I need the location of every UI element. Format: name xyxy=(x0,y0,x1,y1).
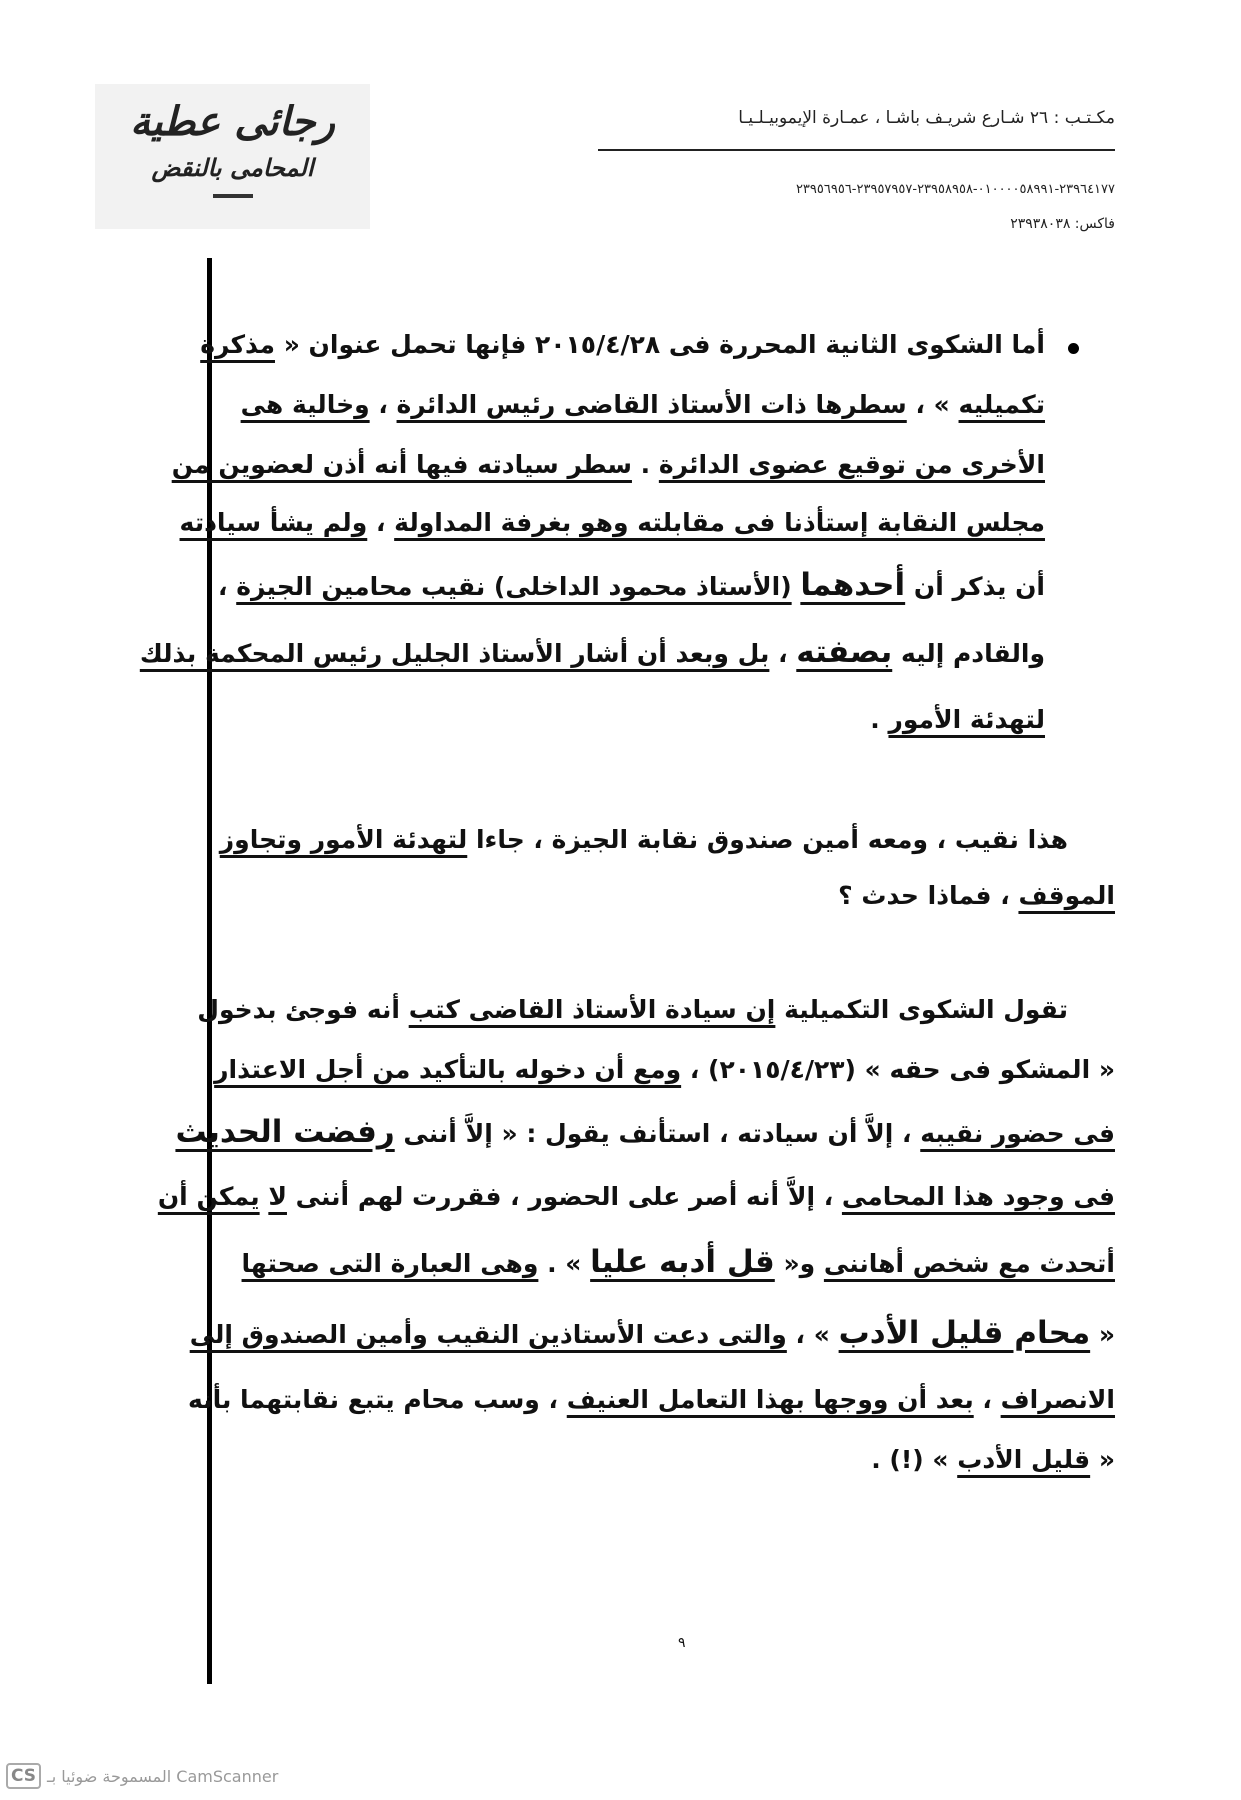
paragraph-1-line xyxy=(218,565,1045,605)
underlined-text: محام قليل الأدب xyxy=(838,1315,1091,1351)
underlined-text: رفضت الحديث xyxy=(175,1114,395,1150)
underlined-text: بل وبعد أن أشار الأستاذ الجليل رئيس المحكمة بذلك xyxy=(139,639,770,668)
paragraph-3-line xyxy=(214,1050,1115,1090)
paragraph-2-line xyxy=(219,820,1068,860)
paragraph-1-line xyxy=(240,385,1045,425)
underlined-text: بصفته xyxy=(796,634,893,670)
text-segment: . xyxy=(870,705,889,734)
logo-title: المحامى بالنقض xyxy=(151,153,314,182)
text-segment: ، وسب محام يتبع نقابتهما بأنه xyxy=(188,1385,567,1414)
text-segment: » ، xyxy=(906,390,959,419)
text-segment: أن يذكر أن xyxy=(905,572,1045,601)
underlined-text: (الأستاذ محمود الداخلى) نقيب محامين الجيزة xyxy=(236,572,792,601)
text-segment: » (!) . xyxy=(871,1445,958,1474)
text-segment: تقول الشكوى التكميلية xyxy=(775,995,1068,1024)
text-segment: « المشكو فى حقه » (٢٠١٥/٤/٢٣) ، xyxy=(681,1055,1115,1084)
paragraph-3-line xyxy=(248,1440,1115,1480)
underlined-text: تكميليه xyxy=(958,390,1045,419)
paragraph-3-line xyxy=(157,1177,1115,1217)
paragraph-3-line xyxy=(189,1313,1115,1353)
text-segment: « xyxy=(1090,1445,1115,1474)
text-segment: » ، xyxy=(786,1320,839,1349)
underlined-text: الانصراف xyxy=(1000,1385,1115,1414)
text-segment: « xyxy=(1090,1320,1115,1349)
underlined-text: مجلس النقابة إستأذنا فى مقابلته وهو بغرفة المداولة xyxy=(394,508,1045,537)
text-segment: ، فماذا حدث ؟ xyxy=(838,881,1019,910)
paragraph-1-line xyxy=(179,503,1045,543)
camscanner-logo-icon: CS xyxy=(6,1763,41,1789)
page-number: ٩ xyxy=(678,1635,686,1651)
header-rule xyxy=(598,149,1115,151)
office-address: مكـتـب : ٢٦ شـارع شريـف باشـا ، عمـارة الإيموبيـلـيـا xyxy=(738,108,1115,128)
text-segment: ، xyxy=(369,390,397,419)
text-segment: ، xyxy=(769,639,797,668)
text-segment: والقادم إليه xyxy=(892,639,1045,668)
camscanner-text: المسموحة ضوئيا بـ CamScanner xyxy=(47,1766,279,1786)
bullet-icon xyxy=(1068,343,1079,354)
underlined-text: لتهدئة الأمور وتجاوز xyxy=(219,825,468,854)
text-segment: » . xyxy=(538,1249,591,1278)
underlined-text: ولم يشأ سيادته xyxy=(179,508,368,537)
fax-number: فاكس: ٢٣٩٣٨٠٣٨ xyxy=(1010,216,1115,232)
underlined-text: سطر سيادته فيها أنه أذن لعضوين من xyxy=(171,450,632,479)
underlined-text: لا xyxy=(268,1182,287,1211)
text-segment: ، xyxy=(218,572,237,601)
underlined-text: وهى العبارة التى صحتها xyxy=(241,1249,539,1278)
lawyer-logo xyxy=(95,84,370,229)
paragraph-3-line xyxy=(241,1242,1115,1282)
text-segment: ، xyxy=(973,1385,1001,1414)
underlined-text: أحدهما xyxy=(800,567,906,603)
underlined-text: أتحدث مع شخص أهاننى xyxy=(823,1249,1115,1278)
paragraph-1-line xyxy=(200,325,1045,365)
paragraph-3-line xyxy=(197,990,1068,1030)
text-segment: ، xyxy=(367,508,395,537)
underlined-text: مذكرة xyxy=(200,330,275,359)
logo-name: رجائى عطية xyxy=(130,98,335,145)
text-segment: هذا نقيب ، ومعه أمين صندوق نقابة الجيزة ، جاءا xyxy=(467,825,1068,854)
paragraph-3-line xyxy=(188,1380,1115,1420)
underlined-text: والتى دعت الأستاذين النقيب وأمين الصندوق إلى xyxy=(189,1320,787,1349)
underlined-text: فى حضور نقيبه xyxy=(920,1119,1115,1148)
paragraph-1-line xyxy=(248,700,1045,740)
text-segment: أما الشكوى الثانية المحررة فى ٢٠١٥/٤/٢٨ فإنها تحمل عنوان « xyxy=(274,330,1045,359)
underlined-text: الأخرى من توقيع عضوى الدائرة xyxy=(658,450,1045,479)
logo-dash xyxy=(213,194,253,198)
text-segment: ، إلاَّ أنه أصر على الحضور ، فقررت لهم أننى xyxy=(286,1182,842,1211)
underlined-text: يمكن أن xyxy=(157,1182,260,1211)
paragraph-1-line xyxy=(171,445,1045,485)
text-segment: ، إلاَّ أن سيادته ، استأنف يقول : « إلاَّ أننى xyxy=(394,1119,921,1148)
underlined-text: بعد أن ووجها بهذا التعامل العنيف xyxy=(566,1385,974,1414)
underlined-text: قليل الأدب xyxy=(957,1445,1091,1474)
underlined-text: فى وجود هذا المحامى xyxy=(841,1182,1115,1211)
underlined-text: قل أدبه عليا xyxy=(590,1244,775,1280)
phone-numbers: ٢٣٩٦٤١٧٧-٠١٠٠٠٠٥٨٩٩١-٢٣٩٥٨٩٥٨-٢٣٩٥٧٩٥٧-٢٣٩٥٦٩٥٦ xyxy=(795,182,1115,197)
underlined-text: إن سيادة الأستاذ القاضى كتب xyxy=(408,995,776,1024)
underlined-text: سطرها ذات الأستاذ القاضى رئيس الدائرة xyxy=(396,390,907,419)
underlined-text: الموقف xyxy=(1018,881,1115,910)
paragraph-2-line xyxy=(248,876,1115,916)
text-segment: و« xyxy=(774,1249,824,1278)
text-segment: . xyxy=(631,450,659,479)
text-segment: أنه فوجئ بدخول xyxy=(197,995,409,1024)
camscanner-watermark xyxy=(6,1763,278,1789)
underlined-text: ومع أن دخوله بالتأكيد من أجل الاعتذار xyxy=(214,1055,682,1084)
paragraph-1-line xyxy=(139,632,1045,672)
underlined-text: لتهدئة الأمور xyxy=(888,705,1045,734)
underlined-text: وخالية هى xyxy=(240,390,370,419)
paragraph-3-line xyxy=(175,1112,1115,1152)
